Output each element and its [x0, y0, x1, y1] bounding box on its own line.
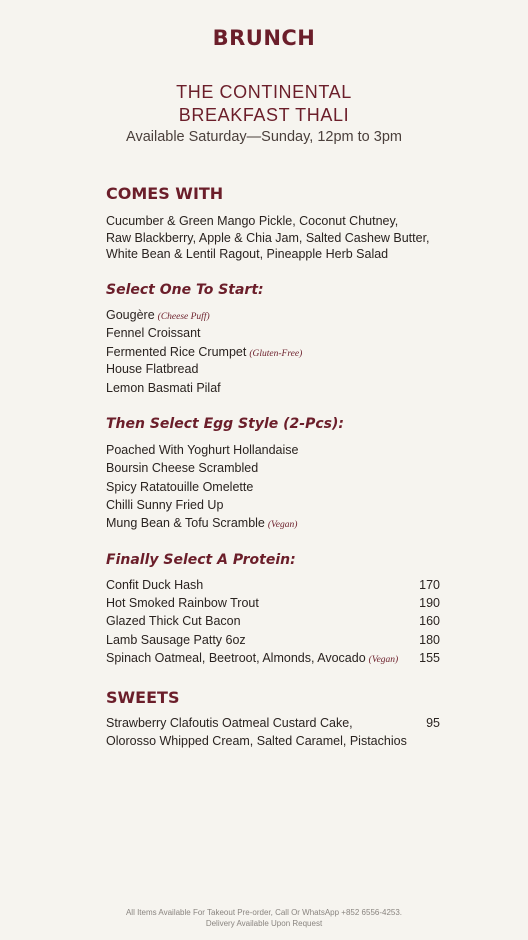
egg-item-name: Mung Bean & Tofu Scramble — [106, 516, 265, 530]
page-title: BRUNCH — [212, 26, 316, 50]
egg-style-heading: Then Select Egg Style (2-Pcs): — [106, 416, 344, 432]
protein-item — [106, 578, 203, 592]
start-item-name: Lemon Basmati Pilaf — [106, 381, 221, 395]
start-item-name: Gougère — [106, 308, 155, 322]
menu-subtitle-line1: THE CONTINENTAL — [176, 82, 352, 102]
protein-item-price: 155 — [419, 651, 440, 665]
protein-item — [106, 633, 246, 647]
protein-item-name: Glazed Thick Cut Bacon — [106, 614, 241, 628]
comes-with-line: Cucumber & Green Mango Pickle, Coconut Chutney, — [106, 214, 399, 228]
sweets-item-line: Strawberry Clafoutis Oatmeal Custard Cake, — [106, 716, 353, 730]
footer-line: All Items Available For Takeout Pre-order, Call Or WhatsApp +852 6556-4253. — [125, 908, 403, 917]
egg-item-note: (Vegan) — [267, 520, 298, 530]
start-item-name: Fermented Rice Crumpet — [106, 345, 247, 359]
sweets-heading: SWEETS — [106, 688, 180, 707]
egg-item — [106, 443, 299, 457]
start-item — [106, 381, 221, 395]
start-item — [106, 308, 210, 322]
egg-item — [106, 516, 297, 530]
start-heading: Select One To Start: — [106, 282, 264, 298]
menu-subtitle-line2: BREAKFAST THALI — [178, 105, 350, 125]
comes-with-heading: COMES WITH — [106, 184, 224, 203]
egg-item-name: Chilli Sunny Fried Up — [106, 498, 224, 512]
start-item-note: (Cheese Puff) — [157, 312, 210, 322]
protein-item-price: 160 — [419, 614, 440, 628]
protein-item-name: Confit Duck Hash — [106, 578, 204, 592]
egg-item-name: Spicy Ratatouille Omelette — [106, 480, 254, 494]
start-item-name: Fennel Croissant — [106, 326, 201, 340]
start-item-note: (Gluten-Free) — [249, 349, 303, 359]
protein-item-price: 180 — [419, 633, 440, 647]
egg-item-name: Poached With Yoghurt Hollandaise — [106, 443, 299, 457]
sweets-item-line: Olorosso Whipped Cream, Salted Caramel, Pistachios — [106, 734, 407, 748]
protein-heading: Finally Select A Protein: — [106, 552, 296, 568]
sweets-item-price: 95 — [426, 716, 440, 730]
protein-item-note: (Vegan) — [368, 655, 399, 665]
egg-item — [106, 498, 223, 512]
egg-item — [106, 461, 258, 475]
start-item — [106, 345, 302, 359]
availability-text: Available Saturday—Sunday, 12pm to 3pm — [126, 129, 402, 145]
protein-item — [106, 614, 241, 628]
egg-item-name: Boursin Cheese Scrambled — [106, 461, 259, 475]
protein-item-name: Lamb Sausage Patty 6oz — [106, 633, 246, 647]
protein-item-name: Hot Smoked Rainbow Trout — [106, 596, 259, 610]
start-item — [106, 326, 201, 340]
protein-item-price: 170 — [419, 578, 440, 592]
start-item-name: House Flatbread — [106, 362, 199, 376]
comes-with-line: Raw Blackberry, Apple & Chia Jam, Salted Cashew Butter, — [106, 231, 430, 245]
protein-item-name: Spinach Oatmeal, Beetroot, Almonds, Avocado — [106, 651, 366, 665]
protein-item — [106, 651, 398, 665]
footer-note — [0, 907, 528, 929]
egg-item — [106, 480, 253, 494]
comes-with-line: White Bean & Lentil Ragout, Pineapple Herb Salad — [106, 247, 389, 261]
start-item — [106, 362, 198, 376]
protein-item-price: 190 — [419, 596, 440, 610]
footer-line: Delivery Available Upon Request — [205, 919, 323, 928]
protein-item — [106, 596, 259, 610]
